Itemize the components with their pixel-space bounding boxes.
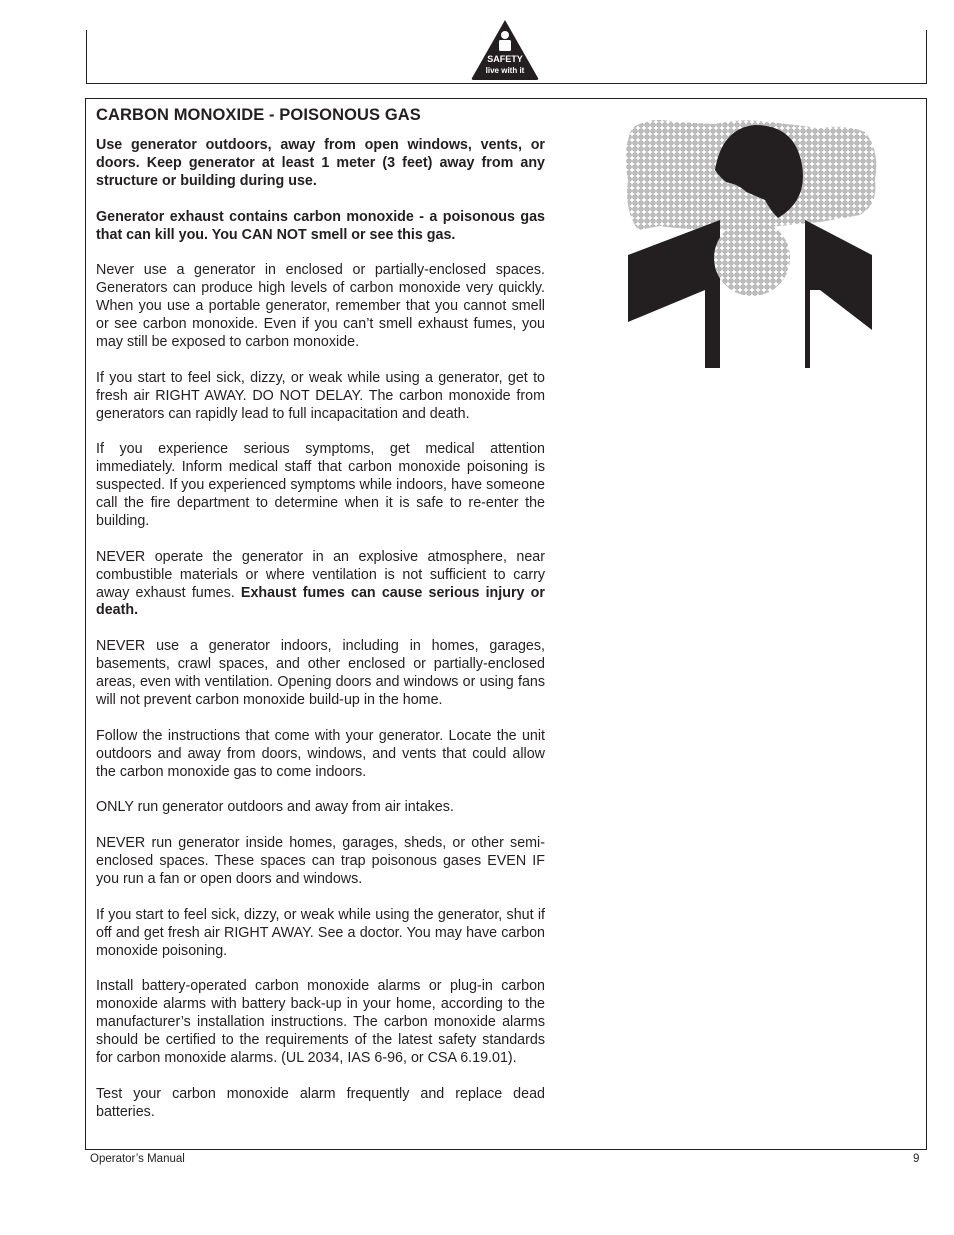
paragraph-feel-sick: If you start to feel sick, dizzy, or weak while using a generator, get to fresh air RIGHT AWAY. DO NOT DELAY. The carbon monoxide from generators can rapidly lead to full incapacitation and death. (96, 369, 545, 422)
paragraph-explosive-atmosphere (96, 549, 545, 621)
logo-safety-text: SAFETY (487, 54, 523, 64)
paragraph-test-alarm: Test your carbon monoxide alarm frequently and replace dead batteries. (96, 1085, 545, 1120)
carbon-monoxide-poisoning-icon (620, 110, 882, 372)
paragraph-shut-off: If you start to feel sick, dizzy, or weak while using the generator, shut if off and get fresh air RIGHT AWAY. See a doctor. You may have carbon monoxide poisoning. (96, 906, 545, 959)
paragraph-follow-instructions: Follow the instructions that come with your generator. Locate the unit outdoors and away from doors, windows, and vents that could allow the carbon monoxide gas to come indoors. (96, 727, 545, 780)
exhaust-fumes-injury-text: Exhaust fumes can cause serious injury or death. (96, 584, 545, 619)
paragraph-outdoor-use: Use generator outdoors, away from open windows, vents, or doors. Keep generator at least 1 meter (3 feet) away from any structure or building during use. (96, 137, 545, 189)
footer-manual-title: Operator’s Manual (90, 1153, 185, 1165)
paragraph-only-outdoors: ONLY run generator outdoors and away from air intakes. (96, 799, 454, 816)
paragraph-exhaust-warning: Generator exhaust contains carbon monoxide - a poisonous gas that can kill you. You CAN NOT smell or see this gas. (96, 208, 545, 243)
paragraph-enclosed-spaces: Never use a generator in enclosed or partially-enclosed spaces. Generators can produce high levels of carbon monoxide very quickly. When you use a portable generator, remember that you cannot smell or see carbon monoxide. Even if you can’t smell exhaust fumes, you may still be exposed to carbon monoxide. (96, 262, 545, 350)
section-title: CARBON MONOXIDE - POISONOUS GAS (96, 106, 421, 124)
paragraph-never-indoors: NEVER use a generator indoors, including in homes, garages, basements, crawl spaces, and other enclosed or partially-enclosed areas, even with ventilation. Opening doors and windows or using fans will not prevent carbon monoxide build-up in the home. (96, 638, 545, 708)
paragraph-never-run-inside: NEVER run generator inside homes, garages, sheds, or other semi-enclosed spaces. These spaces can trap poisonous gases EVEN IF you run a fan or open doors and windows. (96, 835, 545, 888)
paragraph-serious-symptoms: If you experience serious symptoms, get medical attention immediately. Inform medical staff that carbon monoxide poisoning is suspected. If you experienced symptoms while indoors, have someone call the fire department to determine when it is safe to re-enter the building. (96, 441, 545, 529)
footer-page-number: 9 (913, 1153, 920, 1165)
explosive-atmosphere-text: NEVER operate the generator in an explosive atmosphere, near combustible materials or where ventilation is not sufficient to carry away exhaust fumes. (96, 548, 545, 601)
paragraph-install-alarms: Install battery-operated carbon monoxide alarms or plug-in carbon monoxide alarms with battery back-up in your home, according to the manufacturer’s installation instructions. The carbon monoxide alarms should be certified to the requirements of the latest safety standards for carbon monoxide alarms. (UL 2034, IAS 6-96, or CSA 6.19.01). (96, 978, 545, 1067)
body-text (96, 137, 545, 1140)
logo-tagline-text: live with it (485, 66, 525, 75)
safety-logo (470, 18, 540, 80)
